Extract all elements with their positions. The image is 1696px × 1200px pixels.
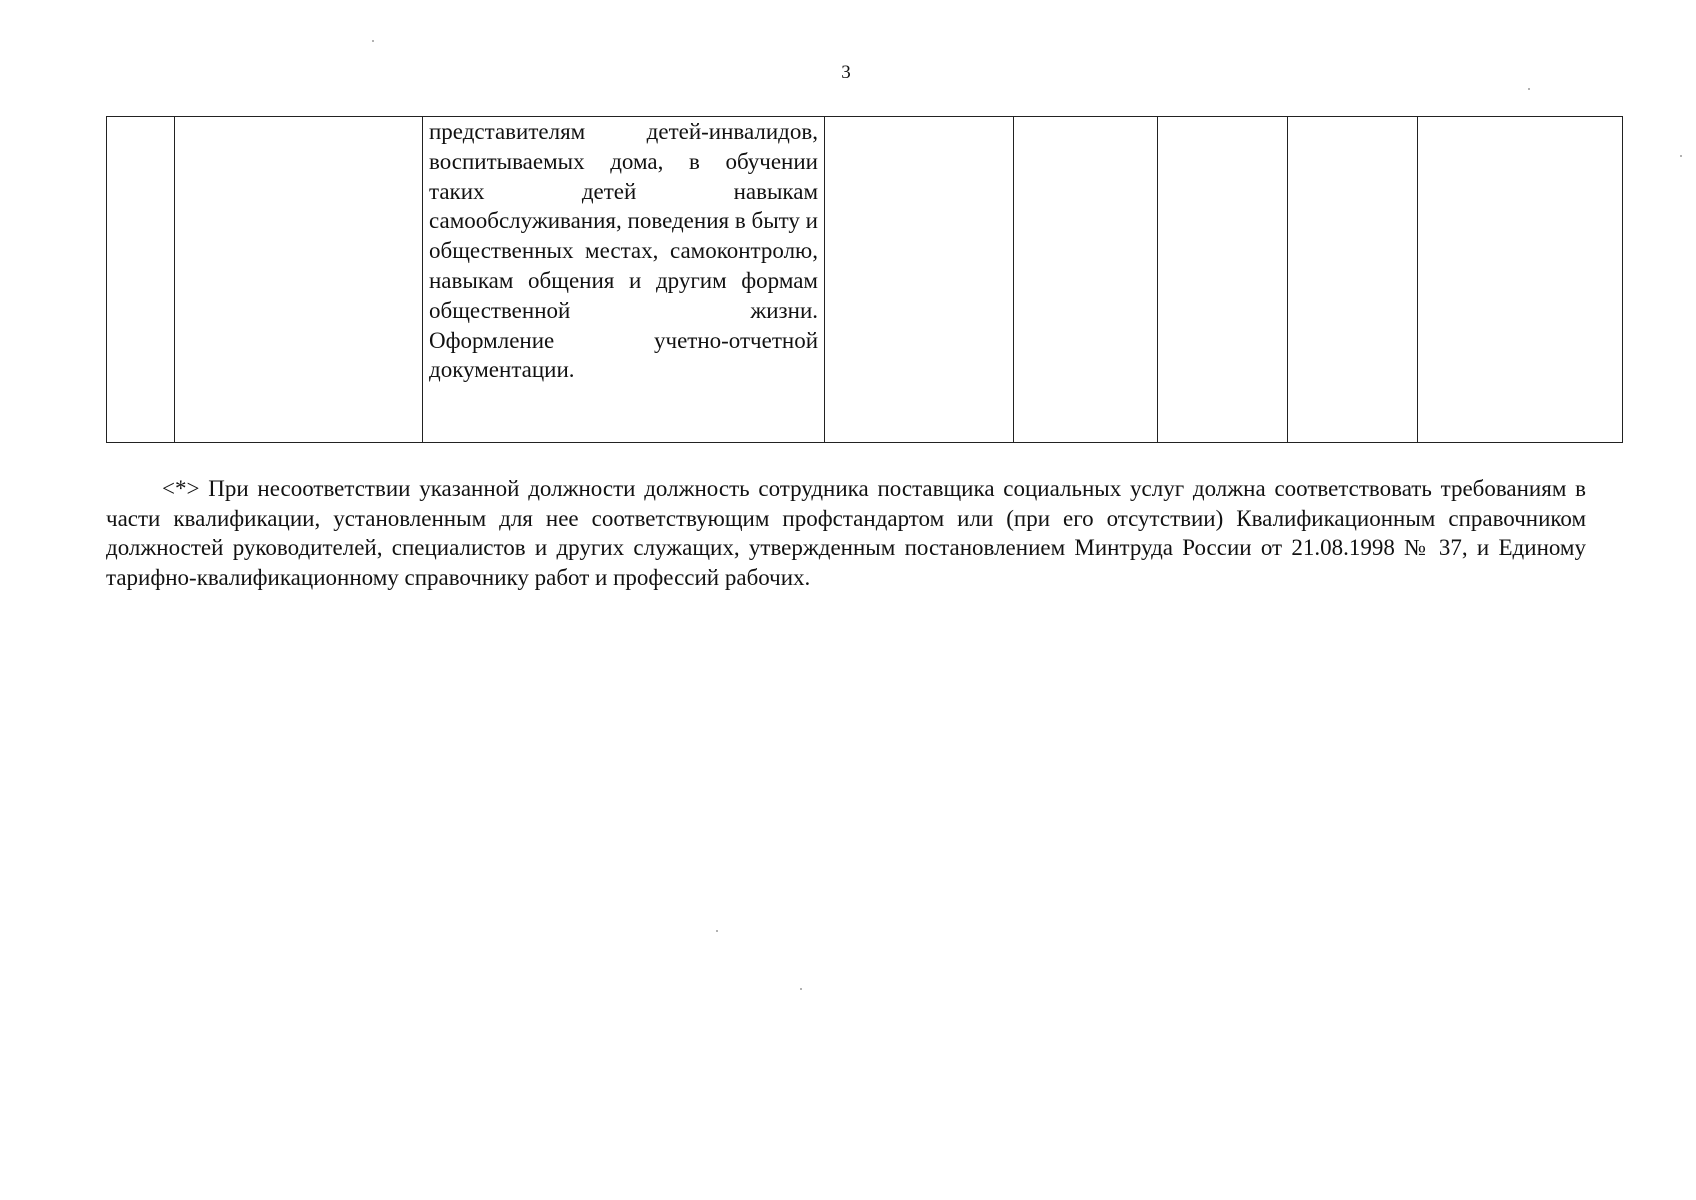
table-cell-service-description	[423, 117, 825, 443]
table-cell-index	[107, 117, 175, 443]
services-table	[106, 116, 1623, 443]
scan-speck	[1680, 155, 1682, 157]
table-cell-4	[825, 117, 1014, 443]
scan-speck	[372, 40, 374, 42]
table-cell-5	[1014, 117, 1158, 443]
page-number	[0, 62, 1696, 84]
table-cell-7	[1288, 117, 1418, 443]
footnote: <*> При несоответствии указанной должности должность сотрудника поставщика социальных услуг должна соответствовать требованиям в части квалификации, установленным для нее соответствующим профстандартом или (при его отсутствии) Квалификационным справочником должностей руководителей, специалистов и других служащих, утвержденным постановлением Минтруда России от 21.08.1998 № 37, и Единому тарифно-квалификационному справочнику работ и профессий рабочих.	[106, 476, 1586, 590]
service-description	[423, 117, 824, 385]
scan-speck	[800, 988, 802, 990]
service-description-paragraph-2: Оформление учетно-отчетной документации.	[429, 327, 818, 383]
table-row	[107, 117, 1623, 443]
scan-speck	[716, 930, 718, 932]
service-description-paragraph-1: представителям детей-инвалидов, воспитываемых дома, в обучении таких детей навыкам самообслуживания, поведения в быту и общественных местах, самоконтролю, навыкам общения и другим формам общественной жизни.	[429, 119, 818, 323]
page-number-text: 3	[841, 62, 851, 83]
table-cell-8	[1418, 117, 1623, 443]
table-cell-6	[1158, 117, 1288, 443]
table-cell-service-name	[175, 117, 423, 443]
scan-speck	[1528, 88, 1530, 90]
